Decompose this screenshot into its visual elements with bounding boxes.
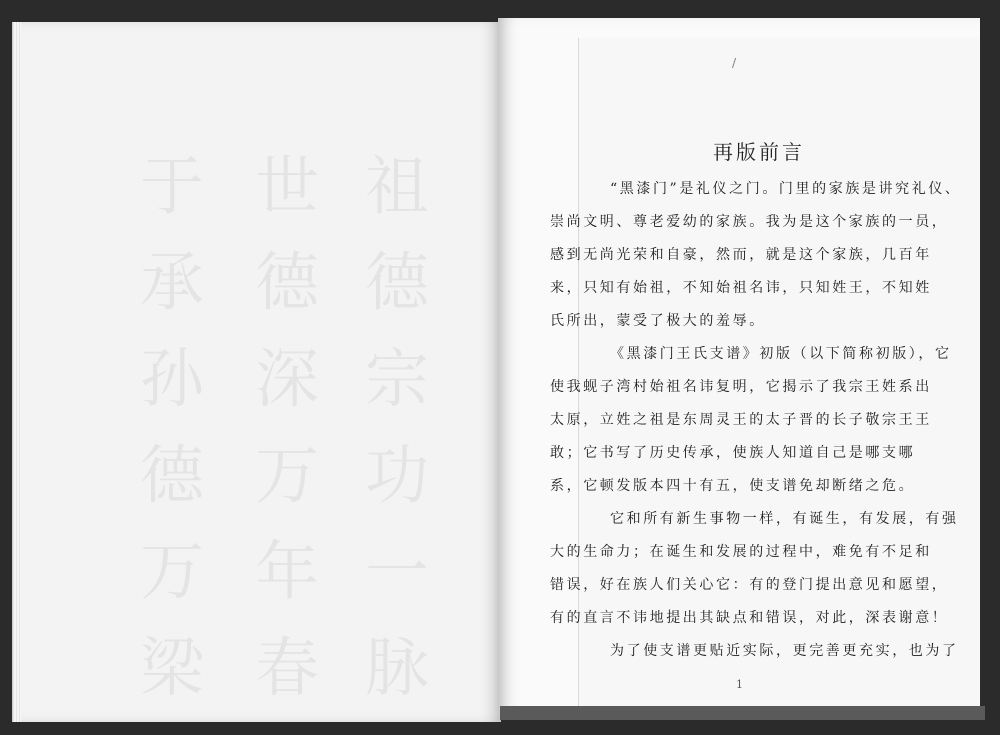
bleed-through-text: 于 承 孙 德 万 梁 [129, 152, 203, 704]
text-line: 氏所出，蒙受了极大的羞辱。 [550, 313, 766, 329]
right-page [498, 18, 980, 718]
text-line: 它和所有新生事物一样，有诞生，有发展，有强 [610, 511, 959, 527]
text-line: “黑漆门”是礼仪之门。门里的家族是讲究礼仪、 [610, 181, 962, 197]
page-title: 再版前言 [713, 140, 805, 164]
page-edge [13, 22, 21, 722]
text-line: 《黑漆门王氏支谱》初版（以下简称初版），它 [610, 346, 952, 362]
text-line: 太原，立姓之祖是东周灵王的太子晋的长子敬宗王王 [550, 412, 932, 428]
text-line: 错误，好在族人们关心它：有的登门提出意见和愿望， [550, 577, 949, 593]
pencil-mark: / [732, 56, 737, 70]
left-page [12, 22, 501, 722]
text-line: 有的直言不讳地提出其缺点和错误，对此，深表谢意！ [550, 610, 949, 626]
page-shadow [500, 706, 985, 720]
text-line: 大的生命力；在诞生和发展的过程中，难免有不足和 [550, 544, 932, 560]
bleed-through-text: 祖 德 宗 功 一 脉 [354, 152, 428, 704]
text-line: 敢；它书写了历史传承，使族人知道自己是哪支哪 [550, 445, 916, 461]
text-line: 使我蚬子湾村始祖名讳复明，它揭示了我宗王姓系出 [550, 379, 932, 395]
text-line: 系，它顿发版本四十有五，使支谱免却断绪之危。 [550, 478, 916, 494]
page-number: 1 [736, 678, 743, 691]
bleed-through-text: 世 德 深 万 年 春 [244, 152, 318, 704]
text-line: 崇尚文明、尊老爱幼的家族。我为是这个家族的一员， [550, 214, 949, 230]
text-line: 为了使支谱更贴近实际，更完善更充实，也为了 [610, 643, 959, 659]
text-line: 来，只知有始祖，不知始祖名讳，只知姓王，不知姓 [550, 280, 932, 296]
text-line: 感到无尚光荣和自豪，然而，就是这个家族，几百年 [550, 247, 932, 263]
